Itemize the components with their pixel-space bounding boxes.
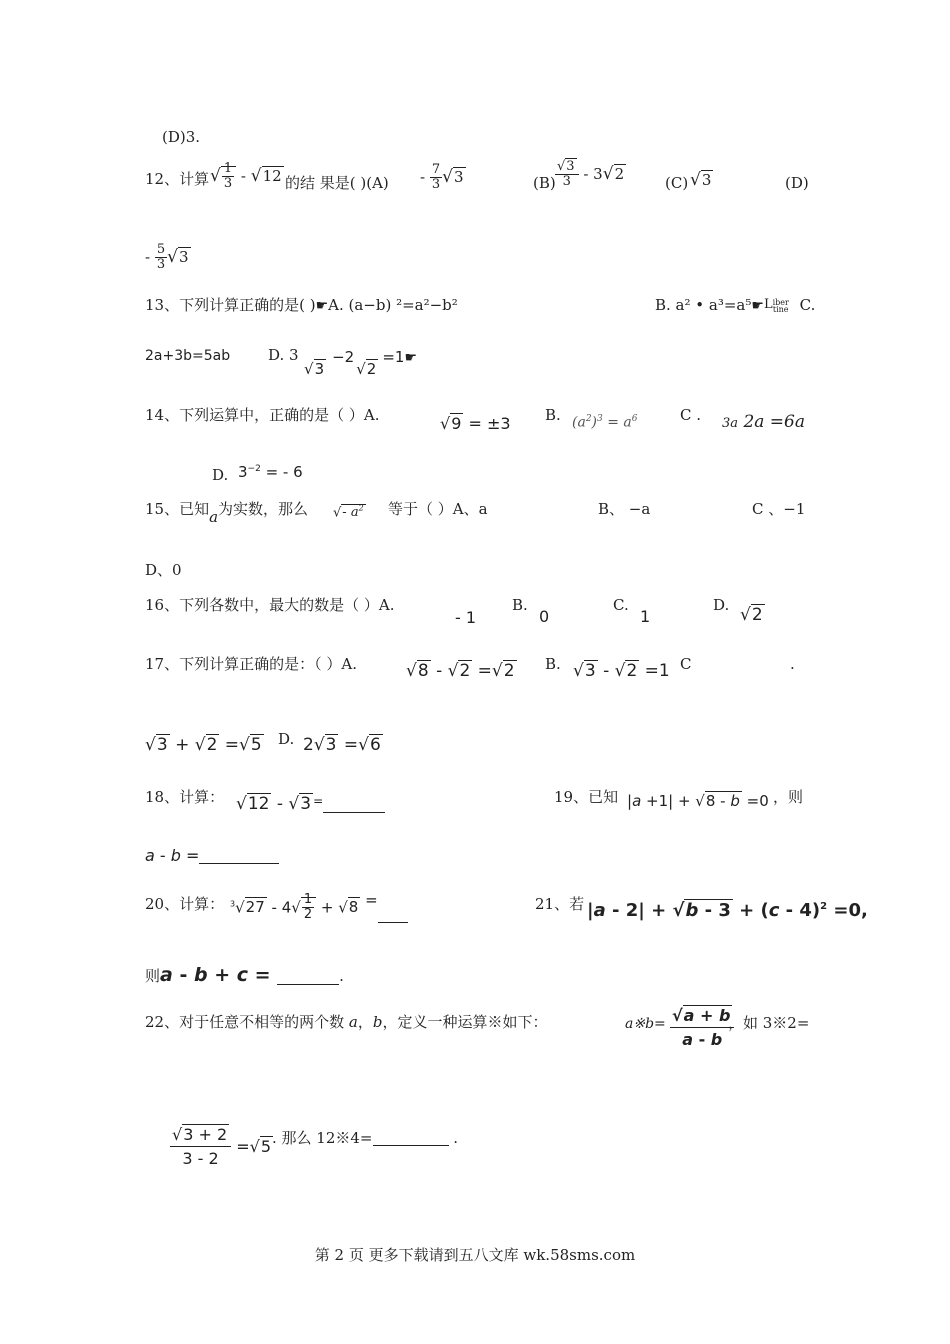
q19-tail: ，则 bbox=[773, 788, 804, 806]
q15-option-d: D、0 bbox=[145, 561, 182, 579]
q22-then: . 那么 12※4= . bbox=[272, 1129, 459, 1147]
q11-option-d: (D)3. bbox=[162, 128, 201, 146]
question-15 bbox=[145, 500, 309, 526]
q12-option-d-expr: - $\frac{5}{3}$ √3 bbox=[145, 242, 189, 273]
question-16: 16、下列各数中，最大的数是（ ）A. bbox=[145, 596, 395, 614]
question-17: 17、下列计算正确的是：（ ）A. bbox=[145, 655, 357, 673]
q13-d-end: =1 bbox=[382, 348, 405, 366]
q17-option-b-expr: √3 - √2 =1 bbox=[573, 661, 670, 681]
libertine-logo-bottom: tine bbox=[772, 305, 789, 314]
q17-option-a-expr: √8 - √2 =√2 bbox=[406, 661, 515, 681]
hand-icon: ☛ bbox=[404, 350, 418, 366]
q13-option-d: D. 3 bbox=[268, 346, 299, 364]
question-20: 20、计算： bbox=[145, 895, 225, 913]
q17-option-d: D. bbox=[278, 730, 295, 748]
hand-icon: ☛ bbox=[751, 298, 764, 314]
q15-option-b: B、 −a bbox=[598, 500, 651, 518]
q16-option-d-expr: √2 bbox=[740, 605, 763, 625]
q15-option-c: C 、−1 bbox=[752, 500, 806, 518]
q22-def-lhs: a※b= bbox=[625, 1016, 666, 1032]
q21-answer-blank[interactable] bbox=[277, 984, 339, 985]
q22-var-b: b bbox=[372, 1013, 383, 1031]
q13-option-c-text: 2a+3b=5ab bbox=[145, 348, 231, 364]
q16-option-d: D. bbox=[713, 596, 730, 614]
q14-option-c-expr: 3a 2a =6a bbox=[722, 412, 806, 432]
q15-mid: 为实数，那么 bbox=[218, 500, 309, 518]
q21-then: 则 bbox=[145, 967, 161, 985]
q14-option-c: C . bbox=[680, 406, 702, 424]
q17-option-c-expr: √3 + √2 =√5 bbox=[145, 735, 262, 755]
question-19: 19、已知 bbox=[554, 788, 619, 806]
q13-option-a: A. (a−b) ²=a²−b² bbox=[328, 296, 458, 314]
q19-answer-blank[interactable] bbox=[199, 863, 279, 864]
q12-option-b: (B) bbox=[533, 174, 556, 192]
q17-dot: . bbox=[790, 655, 795, 673]
q12-option-b-expr: $\frac{√3}{3}$ - 3√2 bbox=[557, 159, 625, 190]
q13-option-c: C. bbox=[799, 296, 816, 314]
q16-option-a-value: - 1 bbox=[455, 608, 477, 627]
q14-option-b: B. bbox=[545, 406, 561, 424]
q12-option-c: (C) bbox=[665, 174, 689, 192]
q22-def-fraction: √a + b a - b bbox=[670, 1008, 734, 1048]
q12-mid: 的结 果是( )(A) bbox=[285, 174, 389, 192]
q16-option-b: B. bbox=[512, 596, 528, 614]
q13-option-d-expr: √3−2√2=1☛ bbox=[304, 348, 418, 378]
q16-option-c: C. bbox=[613, 596, 629, 614]
q13-option-d-row bbox=[268, 348, 299, 363]
q18-answer-blank[interactable] bbox=[323, 812, 385, 813]
q12-option-d: (D) bbox=[785, 174, 809, 192]
q14-option-d-expr: $3^{-2}$ = - 6 bbox=[238, 463, 303, 481]
q12-expression: √ $\frac{1}{3}$ - √12 bbox=[210, 161, 282, 192]
q15-tail: 等于（ ）A、a bbox=[388, 500, 488, 518]
q12-prefix: 12、计算 bbox=[145, 170, 210, 188]
q16-option-b-value: 0 bbox=[539, 607, 550, 626]
q17-option-d-expr: 2√3 =√6 bbox=[303, 735, 381, 755]
question-13 bbox=[145, 298, 458, 313]
q22-mid: ，定义一种运算※如下： bbox=[382, 1013, 548, 1031]
question-18: 18、计算： bbox=[145, 788, 225, 806]
q22-sep: ， bbox=[357, 1013, 373, 1031]
q16-option-c-value: 1 bbox=[640, 607, 651, 626]
question-14: 14、下列运算中，正确的是（ ）A. bbox=[145, 406, 380, 424]
q19-expr: |a +1| + √8 - b =0 bbox=[627, 792, 769, 810]
q15-radical: √- $a^2$ bbox=[333, 504, 364, 521]
q15-var: a bbox=[209, 508, 219, 526]
q20-expr: $^3$√27 - 4√ $\frac{1}{2}$ + √8 = bbox=[230, 893, 408, 923]
q14-option-d: D. bbox=[212, 466, 229, 484]
q22-prefix: 22、对于任意不相等的两个数 bbox=[145, 1013, 345, 1031]
page-footer: 第 2 页 更多下载请到五八文库 wk.58sms.com bbox=[314, 1246, 636, 1264]
q13-option-b: B. a² • a³=a⁵ bbox=[655, 296, 752, 314]
q22-answer-blank[interactable] bbox=[373, 1145, 449, 1146]
q21-answer-row: 则a - b + c = . bbox=[145, 964, 344, 986]
q13-option-b-row: B. a² • a³=a⁵☛L iber tine C. bbox=[655, 296, 816, 314]
q19-answer-row: a - b = bbox=[145, 848, 279, 864]
q18-expr: √12 - √3 = bbox=[236, 795, 385, 813]
hand-icon: ☛ bbox=[315, 298, 329, 314]
q22-var-a: a bbox=[348, 1013, 358, 1031]
q17-option-b: B. bbox=[545, 655, 561, 673]
libertine-logo-top: iber bbox=[772, 297, 789, 307]
q21-expr: |a - 2| + √b - 3 + (c - 4)$^2$ =0, bbox=[587, 900, 868, 921]
q12-option-c-expr: √3 bbox=[690, 170, 712, 190]
q13-prefix: 13、下列计算正确的是( ) bbox=[145, 296, 316, 314]
q14-option-b-expr: $(a^2)^3 = a^6$ bbox=[572, 414, 638, 431]
question-21: 21、若 bbox=[535, 895, 585, 913]
question-12 bbox=[145, 172, 209, 187]
q20-answer-blank[interactable] bbox=[378, 922, 408, 923]
q12-option-a-expr: - $\frac{7}{3}$ √3 bbox=[420, 162, 464, 193]
q22-example: ，如 3※2= bbox=[728, 1014, 810, 1032]
q17-option-c: C bbox=[680, 655, 692, 673]
q14-option-a-expr: √9 = ±3 bbox=[440, 414, 511, 433]
q22-then-text: . 那么 12※4= bbox=[272, 1129, 373, 1147]
q22-example-expr: $\frac{√3 + 2}{3 - 2}$ =√5 bbox=[172, 1125, 272, 1168]
question-22 bbox=[145, 1015, 547, 1030]
q15-prefix: 15、已知 bbox=[145, 500, 210, 518]
